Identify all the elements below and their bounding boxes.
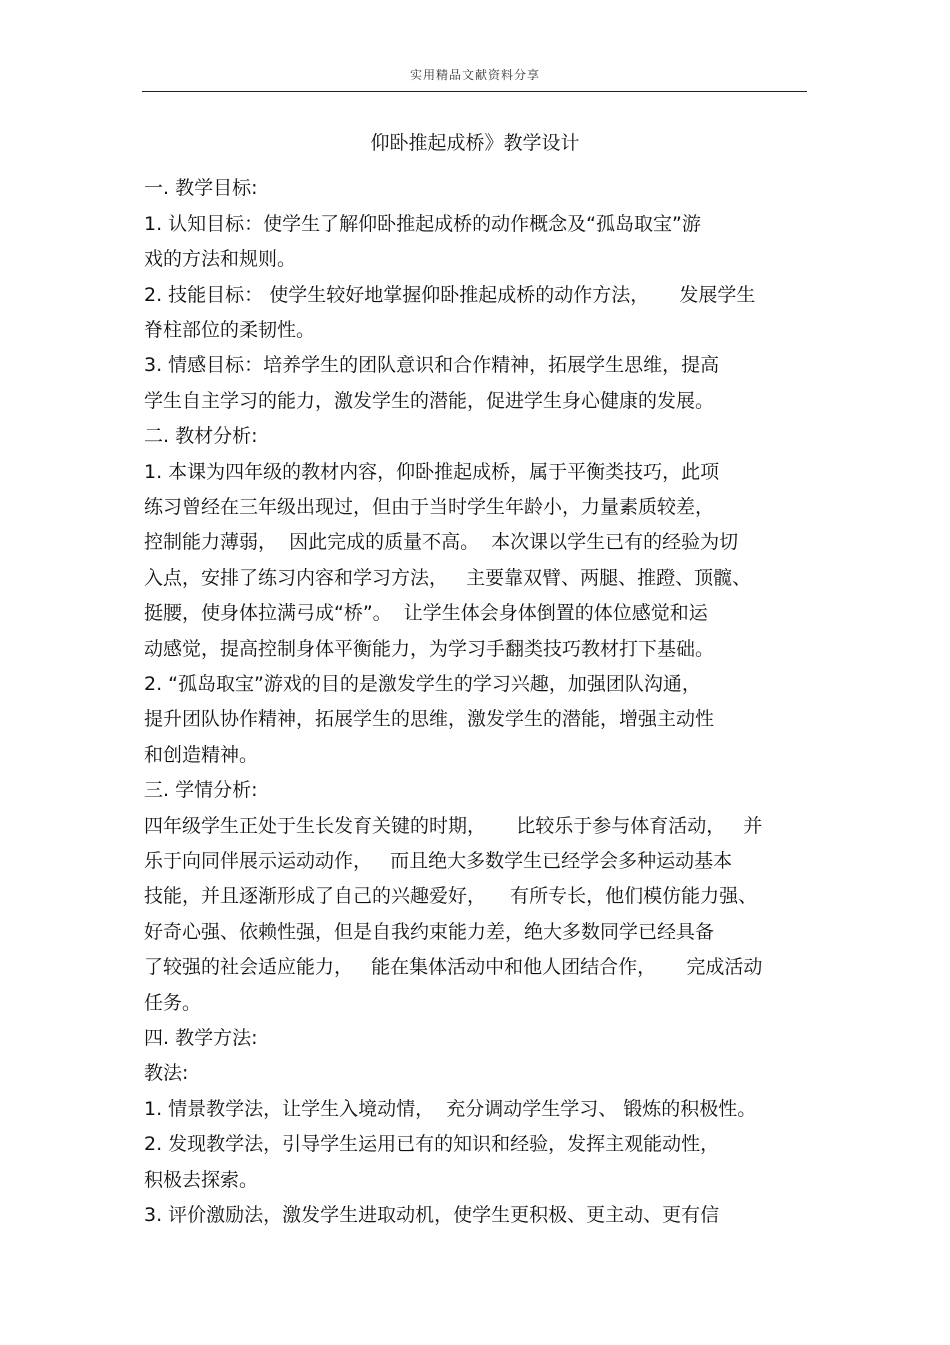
paragraph-line: 入点，安排了练习内容和学习方法， 主要靠双臂、两腿、推蹬、顶髋、 (144, 567, 752, 589)
paragraph-line: 脊柱部位的柔韧性。 (144, 319, 316, 341)
paragraph-line: 挺腰，使身体拉满弓成“桥”。 让学生体会身体倒置的体位感觉和运 (144, 602, 708, 624)
paragraph-line: 1. 情景教学法，让学生入境动情， 充分调动学生学习、 锻炼的积极性。 (144, 1098, 757, 1120)
page-header-text: 实用精品文献资料分享 (409, 68, 540, 82)
paragraph-line: 2. “孤岛取宝”游戏的目的是激发学生的学习兴趣，加强团队沟通， (144, 673, 701, 695)
section-heading-materials: 二. 教材分析: (144, 425, 258, 447)
section-heading-students: 三. 学情分析: (144, 779, 258, 801)
paragraph-line: 2. 发现教学法，引导学生运用已有的知识和经验，发挥主观能动性， (144, 1133, 720, 1155)
section-heading-goals: 一. 教学目标: (144, 177, 258, 199)
paragraph-line: 2. 技能目标： 使学生较好地掌握仰卧推起成桥的动作方法， 发展学生 (144, 284, 756, 306)
paragraph-line: 1. 本课为四年级的教材内容，仰卧推起成桥，属于平衡类技巧，此项 (144, 461, 720, 483)
paragraph-line: 1. 认知目标：使学生了解仰卧推起成桥的动作概念及“孤岛取宝”游 (144, 213, 701, 235)
header-divider (142, 91, 807, 92)
paragraph-line: 乐于向同伴展示运动动作， 而且绝大多数学生已经学会多种运动基本 (144, 850, 733, 872)
paragraph-line: 好奇心强、依赖性强，但是自我约束能力差，绝大多数同学已经具备 (144, 921, 715, 943)
paragraph-line: 任务。 (144, 992, 202, 1014)
subheading-teaching-methods: 教法: (144, 1062, 189, 1084)
paragraph-line: 和创造精神。 (144, 744, 259, 766)
paragraph-line: 3. 评价激励法，激发学生进取动机，使学生更积极、更主动、更有信 (144, 1204, 720, 1226)
paragraph-line: 提升团队协作精神，拓展学生的思维，激发学生的潜能，增强主动性 (144, 708, 715, 730)
document-title: 仰卧推起成桥》教学设计 (370, 132, 580, 154)
paragraph-line: 控制能力薄弱， 因此完成的质量不高。 本次课以学生已有的经验为切 (144, 531, 739, 553)
paragraph-line: 练习曾经在三年级出现过，但由于当时学生年龄小，力量素质较差， (144, 496, 715, 518)
paragraph-line: 戏的方法和规则。 (144, 248, 297, 270)
paragraph-line: 了较强的社会适应能力， 能在集体活动中和他人团结合作， 完成活动 (144, 956, 763, 978)
section-heading-methods: 四. 教学方法: (144, 1027, 258, 1049)
paragraph-line: 积极去探索。 (144, 1169, 259, 1191)
paragraph-line: 技能，并且逐渐形成了自己的兴趣爱好， 有所专长，他们模仿能力强、 (144, 885, 758, 907)
paragraph-line: 四年级学生正处于生长发育关键的时期， 比较乐于参与体育活动， 并 (144, 815, 763, 837)
paragraph-line: 动感觉，提高控制身体平衡能力，为学习手翻类技巧教材打下基础。 (144, 638, 715, 660)
paragraph-line: 3. 情感目标：培养学生的团队意识和合作精神，拓展学生思维，提高 (144, 354, 720, 376)
paragraph-line: 学生自主学习的能力，激发学生的潜能，促进学生身心健康的发展。 (144, 390, 715, 412)
